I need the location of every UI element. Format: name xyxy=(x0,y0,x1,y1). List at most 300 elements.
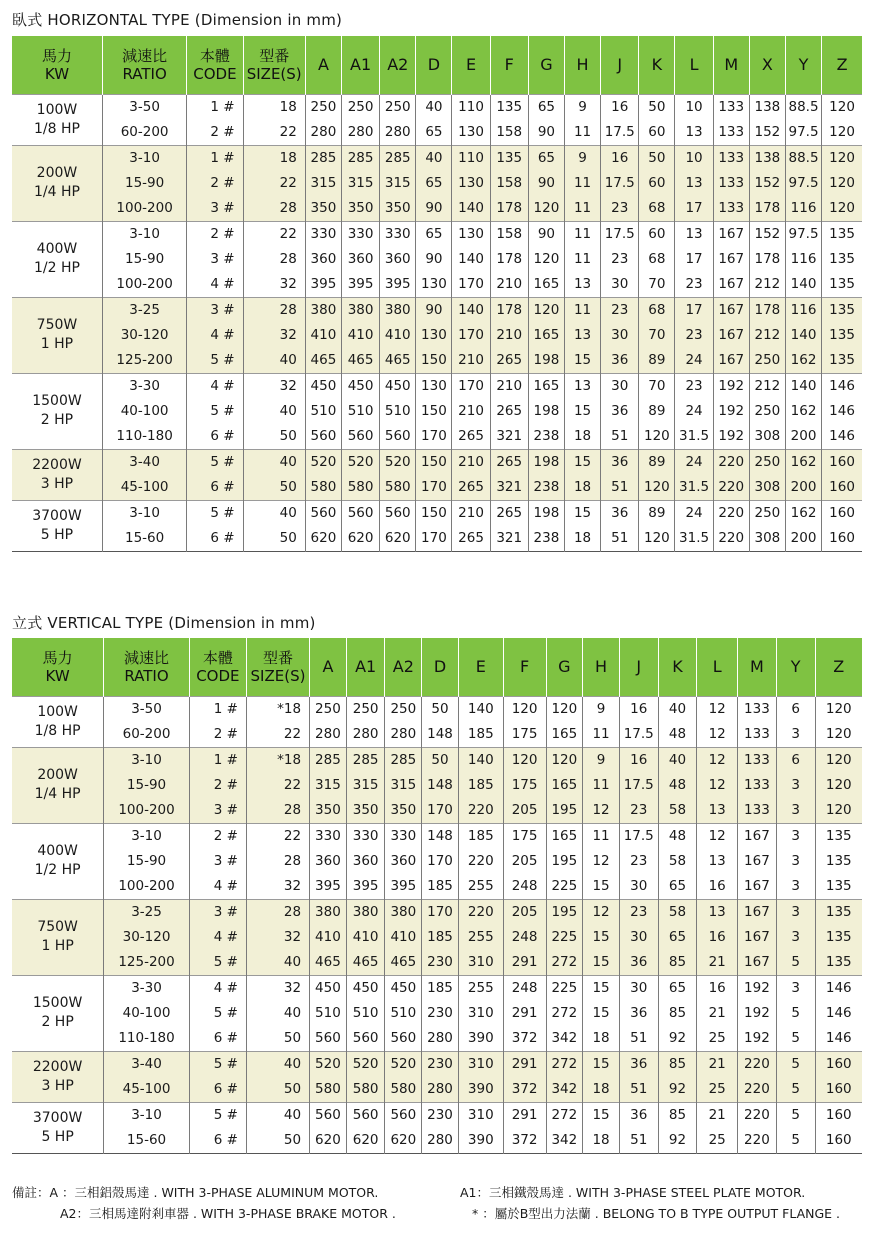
dimension-cell: 248 xyxy=(503,925,546,950)
dimension-cell: 175 xyxy=(503,722,546,748)
dimension-cell: 15 xyxy=(583,1051,620,1077)
dimension-cell: 195 xyxy=(546,849,583,874)
dimension-cell: 220 xyxy=(738,1077,777,1103)
dimension-cell: 465 xyxy=(346,950,385,976)
dimension-cell: 25 xyxy=(697,1026,738,1052)
size-cell: 40 xyxy=(243,348,305,374)
dimension-cell: 31.5 xyxy=(675,424,713,450)
dimension-cell: 360 xyxy=(385,849,422,874)
size-cell: 40 xyxy=(246,1001,309,1026)
dimension-cell: 135 xyxy=(815,874,862,900)
size-cell: 28 xyxy=(243,196,305,222)
table-row xyxy=(12,899,862,925)
code-cell: 5 # xyxy=(187,500,243,526)
dimension-cell: 50 xyxy=(639,94,675,120)
dimension-cell: 12 xyxy=(697,747,738,773)
dimension-cell: 510 xyxy=(346,1001,385,1026)
table-row xyxy=(12,747,862,773)
dimension-cell: 135 xyxy=(822,221,862,247)
dimension-cell: 238 xyxy=(528,526,564,552)
table-row xyxy=(12,221,862,247)
table-row xyxy=(12,975,862,1001)
column-header-line: 本體 xyxy=(199,46,230,65)
size-cell: 40 xyxy=(243,399,305,424)
column-header-line: 型番 xyxy=(259,46,290,65)
dimension-cell: 210 xyxy=(452,399,490,424)
dimension-cell: 60 xyxy=(639,221,675,247)
column-header: X xyxy=(749,36,785,94)
dimension-cell: 210 xyxy=(490,323,528,348)
dimension-cell: 510 xyxy=(342,399,380,424)
code-cell: 5 # xyxy=(187,399,243,424)
table-row xyxy=(12,1077,862,1103)
power-label: 400W xyxy=(37,843,78,859)
dimension-cell: 146 xyxy=(815,1001,862,1026)
column-header: J xyxy=(601,36,639,94)
ratio-cell: 125-200 xyxy=(102,348,186,374)
power-cell xyxy=(12,297,102,373)
column-header xyxy=(12,36,102,94)
power-label: 1/8 HP xyxy=(33,120,80,137)
column-header: A2 xyxy=(380,36,416,94)
dimension-cell: 30 xyxy=(619,874,658,900)
dimension-cell: 220 xyxy=(458,849,503,874)
power-label: 200W xyxy=(36,165,78,181)
code-cell: 2 # xyxy=(189,773,246,798)
dimension-cell: 160 xyxy=(822,500,862,526)
dimension-cell: 23 xyxy=(601,297,639,323)
dimension-cell: 90 xyxy=(528,171,564,196)
dimension-cell: 13 xyxy=(675,171,713,196)
dimension-cell: 5 xyxy=(776,1001,815,1026)
dimension-cell: 146 xyxy=(822,399,862,424)
code-cell: 3 # xyxy=(189,849,246,874)
dimension-cell: 13 xyxy=(697,899,738,925)
dimension-cell: 165 xyxy=(528,323,564,348)
column-header xyxy=(104,638,190,696)
dimension-cell: 560 xyxy=(310,1102,347,1128)
ratio-cell: 3-10 xyxy=(104,747,190,773)
dimension-cell: 265 xyxy=(490,449,528,475)
dimension-cell: 255 xyxy=(458,925,503,950)
table-row xyxy=(12,798,862,824)
dimension-cell: 280 xyxy=(346,722,385,748)
dimension-cell: 17 xyxy=(675,247,713,272)
dimension-cell: 510 xyxy=(310,1001,347,1026)
note-a: 備註：A ：三相鋁殼馬達 . WITH 3-PHASE ALUMINUM MOTOR. xyxy=(12,1185,379,1200)
dimension-cell: 560 xyxy=(310,1026,347,1052)
dimension-cell: 165 xyxy=(546,773,583,798)
code-cell: 4 # xyxy=(189,925,246,950)
ratio-cell: 3-30 xyxy=(104,975,190,1001)
dimension-cell: 16 xyxy=(619,747,658,773)
dimension-cell: 130 xyxy=(452,221,490,247)
power-cell xyxy=(12,696,104,747)
ratio-cell: 15-60 xyxy=(102,526,186,552)
code-cell: 2 # xyxy=(187,171,243,196)
dimension-cell: 70 xyxy=(639,373,675,399)
dimension-cell: 410 xyxy=(380,323,416,348)
size-cell: 22 xyxy=(243,120,305,146)
code-cell: 6 # xyxy=(189,1128,246,1154)
dimension-cell: 150 xyxy=(416,348,452,374)
power-cell xyxy=(12,449,102,500)
column-header-line: 減速比 xyxy=(124,648,170,667)
dimension-cell: 195 xyxy=(546,899,583,925)
table-row xyxy=(12,373,862,399)
dimension-cell: 146 xyxy=(822,373,862,399)
dimension-cell: 192 xyxy=(713,373,749,399)
ratio-cell: 60-200 xyxy=(102,120,186,146)
dimension-cell: 395 xyxy=(305,272,341,298)
dimension-cell: 178 xyxy=(749,196,785,222)
dimension-cell: 167 xyxy=(713,272,749,298)
dimension-cell: 560 xyxy=(342,500,380,526)
dimension-cell: 135 xyxy=(490,145,528,171)
power-label: 400W xyxy=(36,241,78,257)
dimension-cell: 12 xyxy=(697,722,738,748)
column-header: M xyxy=(713,36,749,94)
dimension-cell: 360 xyxy=(305,247,341,272)
column-header: A xyxy=(310,638,347,696)
dimension-cell: 70 xyxy=(639,323,675,348)
dimension-cell: 160 xyxy=(822,475,862,501)
dimension-cell: 25 xyxy=(697,1128,738,1154)
dimension-cell: 51 xyxy=(601,475,639,501)
table-row xyxy=(12,272,862,298)
table-row xyxy=(12,823,862,849)
code-cell: 3 # xyxy=(189,798,246,824)
dimension-cell: 195 xyxy=(546,798,583,824)
dimension-cell: 308 xyxy=(749,424,785,450)
column-header xyxy=(12,638,104,696)
size-cell: 32 xyxy=(246,975,309,1001)
dimension-cell: 17.5 xyxy=(601,221,639,247)
power-label: 2 HP xyxy=(40,412,74,428)
dimension-cell: 167 xyxy=(738,925,777,950)
dimension-cell: 510 xyxy=(385,1001,422,1026)
dimension-cell: 152 xyxy=(749,120,785,146)
dimension-cell: 17.5 xyxy=(619,773,658,798)
dimension-cell: 192 xyxy=(738,1026,777,1052)
dimension-cell: 350 xyxy=(385,798,422,824)
power-label: 3700W xyxy=(32,1109,83,1126)
power-cell xyxy=(12,145,102,221)
ratio-cell: 100-200 xyxy=(102,272,186,298)
dimension-cell: 250 xyxy=(380,94,416,120)
dimension-cell: 150 xyxy=(416,500,452,526)
dimension-cell: 135 xyxy=(815,849,862,874)
dimension-cell: 92 xyxy=(658,1128,697,1154)
dimension-cell: 162 xyxy=(785,449,821,475)
code-cell: 2 # xyxy=(189,823,246,849)
dimension-cell: 450 xyxy=(342,373,380,399)
dimension-cell: 580 xyxy=(305,475,341,501)
dimension-cell: 291 xyxy=(503,1102,546,1128)
dimension-cell: 92 xyxy=(658,1026,697,1052)
dimension-cell: 395 xyxy=(342,272,380,298)
code-cell: 3 # xyxy=(189,899,246,925)
column-header: L xyxy=(697,638,738,696)
ratio-cell: 3-10 xyxy=(104,1102,190,1128)
dimension-cell: 380 xyxy=(385,899,422,925)
dimension-cell: 51 xyxy=(619,1026,658,1052)
dimension-cell: 170 xyxy=(416,424,452,450)
size-cell: 18 xyxy=(243,94,305,120)
ratio-cell: 110-180 xyxy=(102,424,186,450)
ratio-cell: 125-200 xyxy=(104,950,190,976)
dimension-cell: 220 xyxy=(713,500,749,526)
note-asterisk: * ：屬於B型出力法蘭 . BELONG TO B TYPE OUTPUT FLANGE . xyxy=(472,1206,841,1221)
dimension-cell: 265 xyxy=(452,526,490,552)
code-cell: 4 # xyxy=(189,975,246,1001)
dimension-cell: 230 xyxy=(422,1051,459,1077)
dimension-cell: 250 xyxy=(305,94,341,120)
column-header xyxy=(243,36,305,94)
dimension-cell: 3 xyxy=(776,975,815,1001)
dimension-cell: 465 xyxy=(310,950,347,976)
code-cell: 5 # xyxy=(187,348,243,374)
dimension-cell: 5 xyxy=(776,1128,815,1154)
dimension-cell: 248 xyxy=(503,874,546,900)
ratio-cell: 30-120 xyxy=(102,323,186,348)
dimension-cell: 5 xyxy=(776,1102,815,1128)
column-header-line: 馬力 xyxy=(41,46,72,65)
dimension-cell: 167 xyxy=(738,874,777,900)
dimension-cell: 410 xyxy=(346,925,385,950)
dimension-cell: 13 xyxy=(675,120,713,146)
dimension-cell: 146 xyxy=(815,1026,862,1052)
ratio-cell: 3-25 xyxy=(102,297,186,323)
horizontal-dimension-table xyxy=(12,36,862,552)
ratio-cell: 3-50 xyxy=(102,94,186,120)
column-header: H xyxy=(583,638,620,696)
dimension-cell: 21 xyxy=(697,1102,738,1128)
dimension-cell: 200 xyxy=(785,424,821,450)
dimension-cell: 212 xyxy=(749,373,785,399)
power-label: 1 HP xyxy=(40,336,74,352)
size-cell: 32 xyxy=(246,925,309,950)
dimension-cell: 360 xyxy=(380,247,416,272)
dimension-cell: 152 xyxy=(749,171,785,196)
column-header-line: KW xyxy=(45,666,70,685)
size-cell: 32 xyxy=(243,323,305,348)
dimension-cell: 138 xyxy=(749,94,785,120)
dimension-cell: 165 xyxy=(546,722,583,748)
code-cell: 4 # xyxy=(187,373,243,399)
column-header-line: CODE xyxy=(196,666,240,685)
dimension-cell: 185 xyxy=(422,874,459,900)
dimension-cell: 140 xyxy=(785,323,821,348)
dimension-cell: 36 xyxy=(601,449,639,475)
dimension-cell: 23 xyxy=(675,323,713,348)
code-cell: 5 # xyxy=(189,1102,246,1128)
dimension-cell: 97.5 xyxy=(785,171,821,196)
code-cell: 6 # xyxy=(189,1077,246,1103)
size-cell: 40 xyxy=(243,449,305,475)
power-label: 100W xyxy=(37,703,78,720)
dimension-cell: 520 xyxy=(385,1051,422,1077)
code-cell: 6 # xyxy=(187,424,243,450)
dimension-cell: 380 xyxy=(380,297,416,323)
column-header-line: 馬力 xyxy=(42,648,73,667)
column-header xyxy=(189,638,246,696)
dimension-cell: 13 xyxy=(564,323,600,348)
dimension-cell: 36 xyxy=(619,950,658,976)
dimension-cell: 342 xyxy=(546,1026,583,1052)
dimension-cell: 120 xyxy=(639,424,675,450)
dimension-cell: 160 xyxy=(822,526,862,552)
dimension-cell: 280 xyxy=(310,722,347,748)
dimension-cell: 250 xyxy=(749,500,785,526)
power-label: 750W xyxy=(37,919,78,935)
dimension-cell: 23 xyxy=(601,196,639,222)
note-a2: A2：三相馬達附剎車器 . WITH 3-PHASE BRAKE MOTOR . xyxy=(60,1206,396,1221)
dimension-cell: 120 xyxy=(815,747,862,773)
dimension-cell: 68 xyxy=(639,247,675,272)
dimension-cell: 560 xyxy=(385,1102,422,1128)
size-cell: 22 xyxy=(246,823,309,849)
dimension-cell: 48 xyxy=(658,722,697,748)
dimension-cell: 170 xyxy=(452,373,490,399)
dimension-cell: 120 xyxy=(815,696,862,722)
dimension-cell: 18 xyxy=(564,526,600,552)
dimension-cell: 560 xyxy=(305,500,341,526)
dimension-cell: 68 xyxy=(639,297,675,323)
column-header: K xyxy=(639,36,675,94)
dimension-cell: 250 xyxy=(749,399,785,424)
column-header: K xyxy=(658,638,697,696)
code-cell: 3 # xyxy=(187,196,243,222)
dimension-cell: 620 xyxy=(346,1128,385,1154)
ratio-cell: 100-200 xyxy=(104,874,190,900)
dimension-cell: 285 xyxy=(310,747,347,773)
ratio-cell: 3-40 xyxy=(104,1051,190,1077)
power-cell xyxy=(12,975,104,1051)
column-header: G xyxy=(546,638,583,696)
dimension-cell: 116 xyxy=(785,247,821,272)
dimension-cell: 5 xyxy=(776,1026,815,1052)
dimension-cell: 178 xyxy=(749,247,785,272)
code-cell: 1 # xyxy=(189,696,246,722)
dimension-cell: 89 xyxy=(639,500,675,526)
dimension-cell: 11 xyxy=(583,722,620,748)
power-cell xyxy=(12,823,104,899)
dimension-cell: 350 xyxy=(310,798,347,824)
dimension-cell: 17.5 xyxy=(601,171,639,196)
column-header: Y xyxy=(785,36,821,94)
dimension-cell: 23 xyxy=(619,798,658,824)
dimension-cell: 185 xyxy=(422,925,459,950)
ratio-cell: 60-200 xyxy=(104,722,190,748)
size-cell: 40 xyxy=(246,1102,309,1128)
code-cell: 6 # xyxy=(187,526,243,552)
size-cell: 50 xyxy=(246,1026,309,1052)
size-cell: 28 xyxy=(246,798,309,824)
dimension-cell: 120 xyxy=(639,475,675,501)
dimension-cell: 15 xyxy=(583,1102,620,1128)
dimension-cell: 90 xyxy=(416,297,452,323)
ratio-cell: 45-100 xyxy=(104,1077,190,1103)
dimension-cell: 272 xyxy=(546,950,583,976)
dimension-cell: 560 xyxy=(380,500,416,526)
dimension-cell: 15 xyxy=(583,975,620,1001)
code-cell: 4 # xyxy=(189,874,246,900)
dimension-cell: 248 xyxy=(503,975,546,1001)
table-row xyxy=(12,950,862,976)
ratio-cell: 3-10 xyxy=(102,145,186,171)
dimension-cell: 135 xyxy=(822,247,862,272)
dimension-cell: 3 xyxy=(776,874,815,900)
dimension-cell: 12 xyxy=(697,696,738,722)
dimension-cell: 255 xyxy=(458,874,503,900)
dimension-cell: 560 xyxy=(342,424,380,450)
size-cell: 18 xyxy=(243,145,305,171)
table-row xyxy=(12,500,862,526)
power-cell xyxy=(12,1102,104,1153)
ratio-cell: 40-100 xyxy=(104,1001,190,1026)
dimension-cell: 3 xyxy=(776,798,815,824)
dimension-cell: 11 xyxy=(564,196,600,222)
size-cell: 32 xyxy=(243,272,305,298)
dimension-cell: 89 xyxy=(639,399,675,424)
dimension-cell: 170 xyxy=(416,526,452,552)
column-header-line: KW xyxy=(44,64,70,83)
dimension-cell: 225 xyxy=(546,925,583,950)
dimension-cell: 360 xyxy=(342,247,380,272)
code-cell: 5 # xyxy=(189,950,246,976)
dimension-cell: 5 xyxy=(776,1051,815,1077)
power-label: 3 HP xyxy=(41,1077,74,1094)
column-header-line: SIZE(S) xyxy=(250,666,306,685)
code-cell: 6 # xyxy=(187,475,243,501)
dimension-cell: 510 xyxy=(380,399,416,424)
dimension-cell: 265 xyxy=(452,475,490,501)
dimension-cell: 308 xyxy=(749,475,785,501)
dimension-cell: 48 xyxy=(658,823,697,849)
dimension-cell: 120 xyxy=(822,145,862,171)
dimension-cell: 465 xyxy=(305,348,341,374)
column-header: E xyxy=(452,36,490,94)
ratio-cell: 15-90 xyxy=(102,171,186,196)
ratio-cell: 15-60 xyxy=(104,1128,190,1154)
dimension-cell: 580 xyxy=(346,1077,385,1103)
dimension-cell: 65 xyxy=(528,145,564,171)
column-header xyxy=(187,36,243,94)
table-row xyxy=(12,1001,862,1026)
dimension-cell: 220 xyxy=(738,1051,777,1077)
dimension-cell: 51 xyxy=(601,526,639,552)
dimension-cell: 310 xyxy=(458,950,503,976)
dimension-cell: 18 xyxy=(583,1077,620,1103)
dimension-cell: 116 xyxy=(785,196,821,222)
dimension-cell: 120 xyxy=(639,526,675,552)
dimension-cell: 620 xyxy=(310,1128,347,1154)
dimension-cell: 120 xyxy=(503,696,546,722)
dimension-cell: 230 xyxy=(422,950,459,976)
column-header-line: 型番 xyxy=(262,648,293,667)
dimension-cell: 58 xyxy=(658,798,697,824)
dimension-cell: 360 xyxy=(310,849,347,874)
dimension-cell: 410 xyxy=(305,323,341,348)
dimension-cell: 120 xyxy=(822,120,862,146)
dimension-cell: 11 xyxy=(564,171,600,196)
column-header: Z xyxy=(822,36,862,94)
dimension-cell: 285 xyxy=(346,747,385,773)
dimension-cell: 120 xyxy=(815,722,862,748)
dimension-cell: 315 xyxy=(310,773,347,798)
table-row xyxy=(12,449,862,475)
